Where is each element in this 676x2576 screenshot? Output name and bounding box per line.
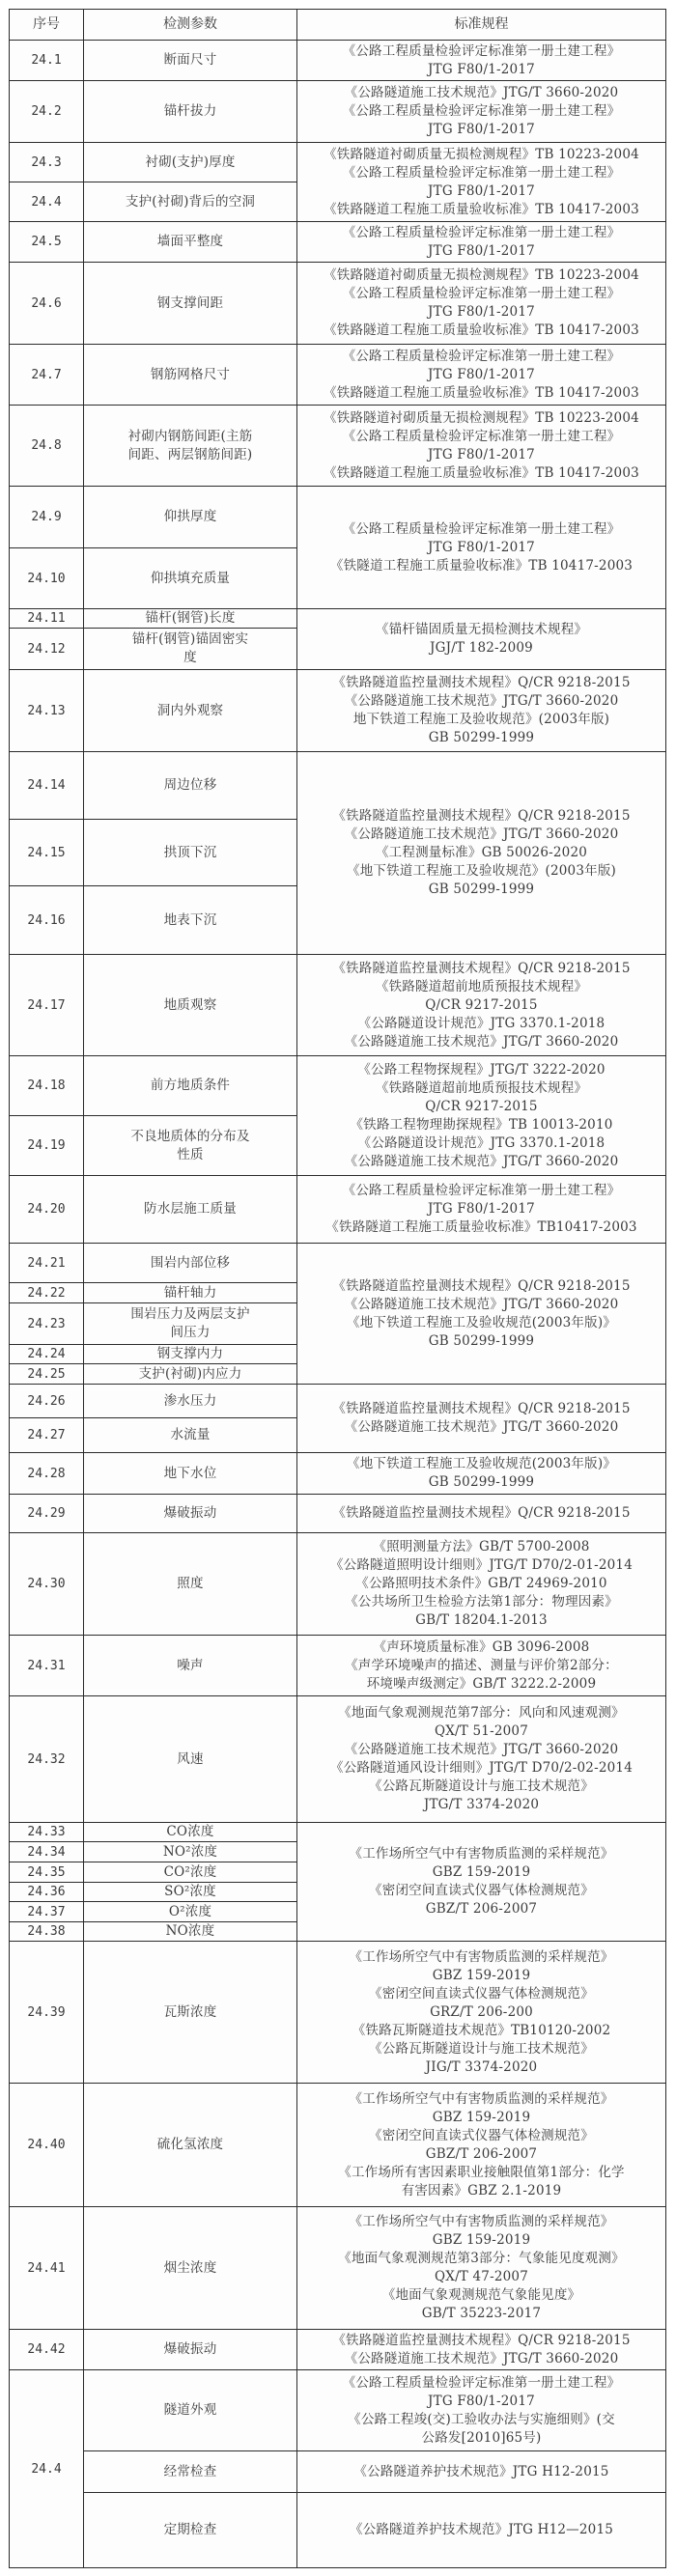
cell-line: 《公路隧道养护技术规范》JTG H12-2015 bbox=[353, 2463, 609, 2479]
cell-line: 支护(衬砌)内应力 bbox=[138, 1365, 242, 1382]
seq-cell: 24.36 bbox=[9, 1882, 84, 1902]
standard-cell bbox=[296, 2083, 666, 2207]
cell-line: 《地下铁道工程施工及验收规范(2003年版)》 bbox=[347, 1456, 616, 1471]
seq-cell: 24.22 bbox=[9, 1282, 84, 1303]
cell-line: 《公路工程质量检验评定标准第一册土建工程》 bbox=[342, 348, 621, 364]
seq-cell: 24.6 bbox=[9, 262, 84, 345]
cell-line: 《照明测量方法》GB/T 5700-2008 bbox=[373, 1539, 590, 1554]
seq-cell: 24.10 bbox=[9, 547, 84, 609]
seq-cell: 24.25 bbox=[9, 1363, 84, 1385]
seq-cell: 24.38 bbox=[9, 1921, 84, 1942]
cell-line: GRZ/T 206-200 bbox=[430, 2003, 533, 2020]
cell-line: 《公路工程质量检验评定标准第一册土建工程》 bbox=[342, 520, 621, 537]
cell-line: 《公路隧道施工技术规范》JTG/T 3660-2020 bbox=[344, 1296, 619, 1312]
cell-line: 《公路工程物探规程》JTG/T 3222-2020 bbox=[357, 1061, 606, 1078]
cell-line: 《铁路隧道监控量测技术规程》Q/CR 9218-2015 bbox=[332, 960, 631, 976]
standard-cell bbox=[296, 1384, 666, 1453]
param-cell bbox=[83, 819, 297, 886]
seq-cell: 24.33 bbox=[9, 1822, 84, 1842]
cell-line: 《地下铁道工程施工及验收规范》(2003年版) bbox=[347, 863, 616, 879]
param-cell bbox=[83, 608, 297, 629]
cell-line: 《公路隧道施工技术规范》JTG/T 3660-2020 bbox=[344, 1153, 619, 1169]
cell-line: 《铁路隧道衬砌质量无损检测规程》TB 10223-2004 bbox=[324, 146, 639, 162]
cell-line: 仰拱厚度 bbox=[163, 509, 217, 524]
cell-line: 《公路隧道施工技术规范》JTG/T 3660-2020 bbox=[344, 1033, 619, 1050]
param-cell bbox=[83, 486, 297, 548]
cell-line: 衬砌(支护)厚度 bbox=[145, 154, 236, 170]
seq-cell: 24.34 bbox=[9, 1841, 84, 1862]
seq-cell: 24.17 bbox=[9, 954, 84, 1056]
cell-line: 《铁路隧道工程施工质量验收标准》TB 10417-2003 bbox=[324, 201, 639, 217]
cell-line: 《公路隧道施工技术规范》JTG/T 3660-2020 bbox=[344, 85, 619, 100]
cell-line: 《公路工程质量检验评定标准第一册土建工程》 bbox=[342, 2374, 621, 2391]
cell-line: SO²浓度 bbox=[164, 1884, 216, 1899]
seq-cell: 24.13 bbox=[9, 669, 84, 752]
cell-line: 定期检查 bbox=[163, 2522, 217, 2537]
cell-line: GBZ/T 206-2007 bbox=[425, 1901, 538, 1917]
cell-line: 防水层施工质量 bbox=[144, 1201, 237, 1217]
cell-line: 衬砌内钢筋间距(主筋 bbox=[127, 428, 253, 444]
cell-line: 《地面气象观测规范第3部分：气象能见度观测》 bbox=[338, 2251, 625, 2266]
standard-cell bbox=[296, 1243, 666, 1385]
cell-line: 《铁路隧道监控量测技术规程》Q/CR 9218-2015 bbox=[332, 675, 631, 690]
seq-cell: 24.7 bbox=[9, 344, 84, 406]
standard-cell bbox=[296, 954, 666, 1056]
cell-line: 《公路工程质量检验评定标准第一册土建工程》 bbox=[342, 224, 621, 240]
cell-line: 《工作场所空气中有害物质监测的采样规范》 bbox=[349, 2090, 614, 2107]
cell-line: 不良地质体的分布及 bbox=[130, 1128, 250, 1144]
standard-cell bbox=[296, 1532, 666, 1636]
param-cell bbox=[83, 1243, 297, 1283]
cell-line: 《工作场所空气中有害物质监测的采样规范》 bbox=[349, 1948, 614, 1965]
cell-line: 隧道外观 bbox=[163, 2402, 217, 2418]
cell-line: 爆破振动 bbox=[163, 1505, 217, 1521]
seq-cell: 24.31 bbox=[9, 1635, 84, 1696]
cell-line: JTG F80/1-2017 bbox=[428, 304, 535, 320]
cell-line: JTG F80/1-2017 bbox=[428, 2393, 535, 2409]
param-cell bbox=[83, 80, 297, 143]
cell-line: 《公路工程质量检验评定标准第一册土建工程》 bbox=[342, 42, 621, 59]
cell-line: 地下水位 bbox=[163, 1465, 217, 1481]
param-cell bbox=[83, 2206, 297, 2330]
param-cell bbox=[83, 262, 297, 345]
seq-cell: 24.27 bbox=[9, 1417, 84, 1453]
cell-line: 《铁路隧道监控量测技术规程》Q/CR 9218-2015 bbox=[332, 1277, 631, 1294]
param-cell bbox=[83, 1695, 297, 1823]
cell-line: Q/CR 9217-2015 bbox=[425, 996, 538, 1013]
cell-line: 《铁路工程物理勘探规程》TB 10013-2010 bbox=[350, 1116, 613, 1133]
cell-line: 《声环境质量标准》GB 3096-2008 bbox=[373, 1638, 590, 1655]
seq-cell: 24.20 bbox=[9, 1175, 84, 1244]
cell-line: 地表下沉 bbox=[163, 911, 217, 928]
seq-cell: 24.42 bbox=[9, 2329, 84, 2370]
cell-line: 地下铁道工程施工及验收规范》(2003年版) bbox=[352, 712, 610, 727]
param-cell bbox=[83, 1901, 297, 1922]
cell-line: GB 50299-1999 bbox=[428, 1474, 535, 1490]
cell-line: 《公路照明技术条件》GB/T 24969-2010 bbox=[355, 1576, 607, 1591]
cell-line: 围岩内部位移 bbox=[150, 1254, 231, 1271]
standard-cell bbox=[296, 40, 666, 81]
standard-cell bbox=[296, 669, 666, 752]
cell-line: 钢支撑间距 bbox=[156, 294, 224, 311]
cell-line: 《锚杆锚固质量无损检测技术规程》 bbox=[375, 622, 588, 637]
cell-line: 围岩压力及两层支护 bbox=[130, 1306, 250, 1322]
cell-line: 《公路工程质量检验评定标准第一册土建工程》 bbox=[342, 103, 621, 119]
cell-line: 《铁隧道工程施工质量验收标准》TB 10417-2003 bbox=[329, 557, 634, 574]
cell-line: 环境噪声级测定》GB/T 3222.2-2009 bbox=[366, 1675, 597, 1692]
cell-line: 《铁路隧道监控量测技术规程》Q/CR 9218-2015 bbox=[332, 2332, 631, 2348]
cell-line: JIG/T 3374-2020 bbox=[425, 2058, 538, 2075]
cell-line: 《工作场所空气中有害物质监测的采样规范》 bbox=[349, 2214, 614, 2229]
cell-line: GBZ 159-2019 bbox=[432, 1864, 531, 1880]
cell-line: 地质观察 bbox=[163, 996, 217, 1013]
standard-cell bbox=[296, 751, 666, 955]
seq-cell: 24.30 bbox=[9, 1532, 84, 1636]
standard-cell bbox=[296, 1055, 666, 1176]
param-cell bbox=[83, 1115, 297, 1176]
standard-cell bbox=[296, 1494, 666, 1533]
param-cell bbox=[83, 1921, 297, 1942]
cell-line: 钢支撑内力 bbox=[156, 1346, 224, 1361]
standard-cell bbox=[296, 1695, 666, 1823]
param-cell bbox=[83, 2329, 297, 2370]
cell-line: 锚杆拔力 bbox=[163, 103, 217, 119]
seq-cell: 24.26 bbox=[9, 1384, 84, 1418]
cell-line: 《铁路隧道衬砌质量无损检测规程》TB 10223-2004 bbox=[324, 409, 639, 426]
param-cell bbox=[83, 1841, 297, 1862]
cell-line: 《密闭空间直读式仪器气体检测规范》 bbox=[369, 1883, 594, 1898]
cell-line: GB/T 35223-2017 bbox=[421, 2306, 542, 2321]
cell-line: 锚杆(钢管)锚固密实 bbox=[131, 631, 249, 647]
cell-line: 《铁路隧道监控量测技术规程》Q/CR 9218-2015 bbox=[332, 808, 631, 824]
cell-line: 拱顶下沉 bbox=[163, 844, 217, 860]
standard-cell bbox=[296, 486, 666, 609]
param-cell bbox=[83, 1532, 297, 1636]
standard-cell bbox=[296, 1941, 666, 2084]
param-cell bbox=[83, 954, 297, 1056]
cell-line: CO浓度 bbox=[166, 1824, 214, 1839]
param-cell bbox=[83, 1417, 297, 1453]
cell-line: 《铁路隧道超前地质预报技术规程》 bbox=[375, 978, 588, 994]
header-param: 检测参数 bbox=[83, 9, 297, 41]
cell-line: 瓦斯浓度 bbox=[163, 2003, 217, 2020]
standard-cell bbox=[296, 344, 666, 406]
cell-line: 间距、两层钢筋间距) bbox=[127, 446, 253, 462]
param-cell bbox=[83, 2369, 297, 2451]
param-cell bbox=[83, 1452, 297, 1495]
cell-line: JTG F80/1-2017 bbox=[428, 1201, 535, 1217]
cell-line: GB 50299-1999 bbox=[428, 1332, 535, 1349]
seq-cell: 24.23 bbox=[9, 1302, 84, 1345]
param-cell bbox=[83, 2450, 297, 2493]
cell-line: JTG F80/1-2017 bbox=[428, 242, 535, 259]
cell-line: 《密闭空间直读式仪器气体检测规范》 bbox=[369, 1985, 594, 2002]
cell-line: 爆破振动 bbox=[163, 2341, 217, 2357]
param-cell bbox=[83, 1862, 297, 1883]
seq-cell: 24.24 bbox=[9, 1344, 84, 1364]
seq-cell: 24.14 bbox=[9, 751, 84, 820]
cell-line: JTG F80/1-2017 bbox=[428, 366, 535, 382]
cell-line: 《公路隧道施工技术规范》JTG/T 3660-2020 bbox=[344, 826, 619, 842]
cell-line: 《铁路隧道工程施工质量验收标准》TB 10417-2003 bbox=[324, 322, 639, 338]
cell-line: 锚杆(钢管)长度 bbox=[145, 610, 236, 626]
cell-line: 《铁路瓦斯隧道技术规范》TB10120-2002 bbox=[352, 2022, 611, 2038]
param-cell bbox=[83, 1384, 297, 1418]
seq-cell: 24.2 bbox=[9, 80, 84, 143]
seq-cell: 24.3 bbox=[9, 142, 84, 182]
cell-line: 《公路隧道施工技术规范》JTG/T 3660-2020 bbox=[344, 1419, 619, 1435]
cell-line: 《公路瓦斯隧道设计与施工技术规范》 bbox=[369, 2040, 594, 2057]
param-cell bbox=[83, 1882, 297, 1902]
cell-line: 《地下铁道工程施工及验收规范(2003年版)》 bbox=[347, 1314, 616, 1330]
cell-line: 经常检查 bbox=[163, 2463, 217, 2479]
seq-cell: 24.5 bbox=[9, 221, 84, 263]
cell-line: GB 50299-1999 bbox=[428, 882, 535, 897]
cell-line: 《声学环境噪声的描述、测量与评价第2部分： bbox=[345, 1657, 618, 1673]
cell-line: JTG F80/1-2017 bbox=[428, 539, 535, 555]
cell-line: 《铁路隧道工程施工质量验收标准》TB10417-2003 bbox=[325, 1219, 637, 1235]
cell-line: 洞内外观察 bbox=[156, 702, 224, 718]
cell-line: 《铁路隧道监控量测技术规程》Q/CR 9218-2015 bbox=[332, 1401, 631, 1416]
cell-line: 《公路隧道养护技术规范》JTG H12—2015 bbox=[349, 2522, 614, 2537]
param-cell bbox=[83, 344, 297, 406]
standard-cell bbox=[296, 2492, 666, 2568]
param-cell bbox=[83, 1363, 297, 1385]
cell-line: 《工作场所空气中有害物质监测的采样规范》 bbox=[349, 1846, 614, 1862]
param-cell bbox=[83, 1282, 297, 1303]
cell-line: NO²浓度 bbox=[162, 1843, 218, 1860]
cell-line: 硫化氢浓度 bbox=[156, 2137, 224, 2152]
cell-line: 《公路隧道通风设计细则》JTG/T D70/2-02-2014 bbox=[329, 1760, 634, 1776]
cell-line: 渗水压力 bbox=[163, 1392, 217, 1409]
cell-line: 《公路工程质量检验评定标准第一册土建工程》 bbox=[342, 428, 621, 444]
cell-line: 《地面气象观测规范第7部分：风向和风速观测》 bbox=[338, 1705, 625, 1721]
cell-line: JTG F80/1-2017 bbox=[428, 122, 535, 137]
cell-line: GB/T 18204.1-2013 bbox=[415, 1612, 548, 1628]
cell-line: NO浓度 bbox=[165, 1923, 215, 1939]
cell-line: GBZ 159-2019 bbox=[432, 2232, 531, 2248]
cell-line: 间压力 bbox=[170, 1325, 211, 1340]
param-cell bbox=[83, 221, 297, 263]
standard-cell bbox=[296, 1175, 666, 1244]
seq-cell: 24.8 bbox=[9, 405, 84, 487]
cell-line: 《公路工程质量检验评定标准第一册土建工程》 bbox=[342, 164, 621, 181]
standard-cell bbox=[296, 2329, 666, 2370]
cell-line: 《工作场所有害因素职业接触限值第1部分：化学 bbox=[338, 2164, 625, 2180]
cell-line: 《公路隧道设计规范》JTG 3370.1-2018 bbox=[357, 1134, 606, 1151]
seq-cell: 24.1 bbox=[9, 40, 84, 81]
cell-line: JTG F80/1-2017 bbox=[428, 182, 535, 199]
cell-line: GBZ/T 206-2007 bbox=[425, 2145, 538, 2162]
cell-line: 《公路工程竣(交)工验收办法与实施细则》(交 bbox=[348, 2411, 615, 2427]
cell-line: 《公路隧道施工技术规范》JTG/T 3660-2020 bbox=[344, 1742, 619, 1757]
seq-cell: 24.12 bbox=[9, 628, 84, 670]
seq-cell: 24.32 bbox=[9, 1695, 84, 1823]
header-seq: 序号 bbox=[9, 9, 84, 41]
cell-line: 墙面平整度 bbox=[156, 234, 224, 249]
seq-cell: 24.35 bbox=[9, 1862, 84, 1883]
seq-cell: 24.15 bbox=[9, 819, 84, 886]
cell-line: JTG F80/1-2017 bbox=[428, 61, 535, 77]
standard-cell bbox=[296, 221, 666, 263]
standard-cell bbox=[296, 2206, 666, 2330]
standard-cell bbox=[296, 142, 666, 222]
seq-cell: 24.18 bbox=[9, 1055, 84, 1116]
cell-line: 前方地质条件 bbox=[150, 1078, 231, 1093]
standards-table bbox=[9, 9, 666, 2567]
param-cell bbox=[83, 1494, 297, 1533]
param-cell bbox=[83, 2083, 297, 2207]
cell-line: 《公共场所卫生检验方法第1部分：物理因素》 bbox=[345, 1594, 618, 1610]
cell-line: 《铁路隧道超前地质预报技术规程》 bbox=[375, 1079, 588, 1096]
standard-cell bbox=[296, 2369, 666, 2451]
param-cell bbox=[83, 1302, 297, 1345]
seq-cell: 24.19 bbox=[9, 1115, 84, 1176]
standard-cell bbox=[296, 262, 666, 345]
param-cell bbox=[83, 1175, 297, 1244]
seq-cell: 24.37 bbox=[9, 1901, 84, 1922]
standard-cell bbox=[296, 608, 666, 670]
cell-line: 周边位移 bbox=[163, 777, 217, 793]
cell-line: 公路发[2010]65号) bbox=[421, 2429, 542, 2446]
cell-line: 断面尺寸 bbox=[163, 52, 217, 68]
cell-line: 《公路隧道照明设计细则》JTG/T D70/2-01-2014 bbox=[329, 1557, 634, 1573]
param-cell bbox=[83, 1344, 297, 1364]
param-cell bbox=[83, 1941, 297, 2084]
param-cell bbox=[83, 2492, 297, 2568]
seq-cell: 24.40 bbox=[9, 2083, 84, 2207]
cell-line: JTG F80/1-2017 bbox=[428, 446, 535, 462]
param-cell bbox=[83, 142, 297, 182]
header-standard: 标准规程 bbox=[296, 9, 666, 41]
standard-cell bbox=[296, 1635, 666, 1696]
cell-line: 《公路隧道设计规范》JTG 3370.1-2018 bbox=[357, 1015, 606, 1031]
param-cell bbox=[83, 669, 297, 752]
cell-line: 锚杆轴力 bbox=[163, 1284, 217, 1301]
param-cell bbox=[83, 1822, 297, 1842]
cell-line: GBZ 159-2019 bbox=[432, 2109, 531, 2125]
cell-line: 《铁路隧道监控量测技术规程》Q/CR 9218-2015 bbox=[332, 1505, 631, 1521]
cell-line: JGJ/T 182-2009 bbox=[430, 640, 533, 656]
param-cell bbox=[83, 628, 297, 670]
cell-line: CO²浓度 bbox=[163, 1863, 217, 1880]
cell-line: 《铁路隧道工程施工质量验收标准》TB 10417-2003 bbox=[324, 464, 639, 481]
seq-cell-merged: 24.4 bbox=[9, 2369, 84, 2568]
cell-line: O²浓度 bbox=[168, 1903, 212, 1919]
seq-cell: 24.28 bbox=[9, 1452, 84, 1495]
cell-line: 《铁路隧道衬砌质量无损检测规程》TB 10223-2004 bbox=[324, 267, 639, 283]
cell-line: 《密闭空间直读式仪器气体检测规范》 bbox=[369, 2127, 594, 2143]
cell-line: 烟尘浓度 bbox=[163, 2259, 217, 2276]
cell-line: 钢筋网格尺寸 bbox=[150, 366, 231, 382]
cell-line: QX/T 51-2007 bbox=[434, 1723, 528, 1739]
seq-cell: 24.9 bbox=[9, 486, 84, 548]
param-cell bbox=[83, 182, 297, 222]
param-cell bbox=[83, 40, 297, 81]
cell-line: 噪声 bbox=[177, 1657, 204, 1673]
cell-line: GB 50299-1999 bbox=[428, 730, 535, 745]
cell-line: 《地面气象观测规范气象能见度》 bbox=[381, 2287, 581, 2303]
seq-cell: 24.4 bbox=[9, 182, 84, 222]
param-cell bbox=[83, 405, 297, 487]
cell-line: 《铁路隧道工程施工质量验收标准》TB 10417-2003 bbox=[324, 384, 639, 401]
seq-cell: 24.29 bbox=[9, 1494, 84, 1533]
cell-line: 《公路工程质量检验评定标准第一册土建工程》 bbox=[342, 1183, 621, 1198]
cell-line: 性质 bbox=[177, 1146, 204, 1162]
standard-cell bbox=[296, 2450, 666, 2493]
param-cell bbox=[83, 885, 297, 955]
seq-cell: 24.41 bbox=[9, 2206, 84, 2330]
seq-cell: 24.16 bbox=[9, 885, 84, 955]
param-cell bbox=[83, 547, 297, 609]
cell-line: 《公路隧道施工技术规范》JTG/T 3660-2020 bbox=[344, 2350, 619, 2366]
param-cell bbox=[83, 751, 297, 820]
standard-cell bbox=[296, 80, 666, 143]
param-cell bbox=[83, 1055, 297, 1116]
seq-cell: 24.21 bbox=[9, 1243, 84, 1283]
seq-cell: 24.39 bbox=[9, 1941, 84, 2084]
cell-line: Q/CR 9217-2015 bbox=[425, 1098, 538, 1114]
cell-line: 仰拱填充质量 bbox=[150, 570, 231, 586]
cell-line: JTG/T 3374-2020 bbox=[423, 1797, 540, 1812]
cell-line: 水流量 bbox=[170, 1427, 211, 1442]
cell-line: 风速 bbox=[177, 1750, 204, 1767]
seq-cell: 24.11 bbox=[9, 608, 84, 629]
cell-line: 《公路隧道施工技术规范》JTG/T 3660-2020 bbox=[344, 693, 619, 709]
cell-line: QX/T 47-2007 bbox=[434, 2269, 529, 2284]
cell-line: 《公路瓦斯隧道设计与施工技术规范》 bbox=[369, 1778, 594, 1794]
cell-line: 《公路工程质量检验评定标准第一册土建工程》 bbox=[342, 286, 621, 301]
standard-cell bbox=[296, 1452, 666, 1495]
standard-cell bbox=[296, 405, 666, 487]
cell-line: 照度 bbox=[177, 1576, 204, 1591]
standard-cell bbox=[296, 1822, 666, 1942]
cell-line: 支护(衬砌)背后的空洞 bbox=[125, 193, 256, 210]
param-cell bbox=[83, 1635, 297, 1696]
cell-line: GBZ 159-2019 bbox=[432, 1967, 531, 1983]
cell-line: 度 bbox=[183, 650, 197, 665]
cell-line: 有害因素》GBZ 2.1-2019 bbox=[401, 2182, 562, 2198]
cell-line: 《工程测量标准》GB 50026-2020 bbox=[375, 845, 588, 860]
